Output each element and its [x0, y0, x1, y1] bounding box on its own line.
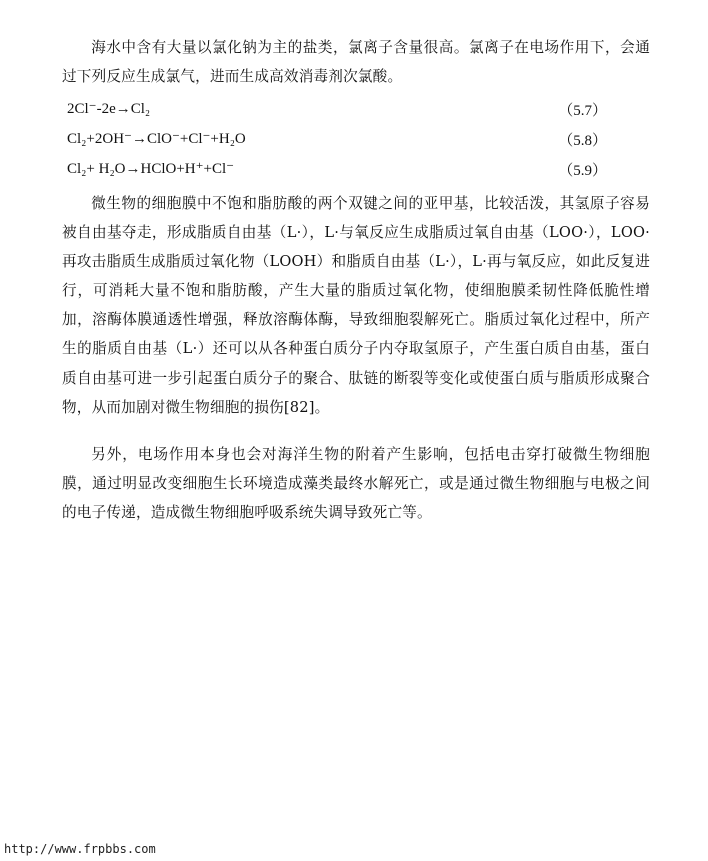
equation-formula: Cl₂+2OH⁻→ClO⁻+Cl⁻+H₂O: [67, 131, 246, 147]
footer-url: http://www.frpbbs.com: [4, 842, 156, 856]
paragraph-seawater-chloride: 海水中含有大量以氯化钠为主的盐类，氯离子含量很高。氯离子在电场作用下，会通过下列反应生成氯气，进而生成高效消毒剂次氯酸。: [62, 39, 650, 86]
equation-row: [67, 129, 607, 155]
equation-number: （5.7）: [558, 103, 607, 119]
paragraph-electric-field-effects: 另外，电场作用本身也会对海洋生物的附着产生影响，包括电击穿打破微生物细胞膜，通过明显改变细胞生长环境造成藻类最终水解死亡，或是通过微生物细胞与电极之间的电子传递，造成微生物细胞呼吸系统失调导致死亡等。: [62, 446, 650, 522]
equation-formula: 2Cl⁻-2e→Cl₂: [67, 101, 151, 117]
equation-row: [67, 99, 607, 125]
equation-number: （5.9）: [558, 163, 607, 179]
paragraph-lipid-peroxidation: 微生物的细胞膜中不饱和脂肪酸的两个双键之间的亚甲基，比较活泼，其氢原子容易被自由基夺走，形成脂质自由基（L·），L·与氧反应生成脂质过氧自由基（LOO·），LOO·再攻击脂质生成脂质过氧化物（LOOH）和脂质自由基（L·），L·再与氧反应，如此反复进行，可消耗大量不饱和脂肪酸，产生大量的脂质过氧化物，使细胞膜柔韧性降低脆性增加，溶酶体膜通透性增强，释放溶酶体酶，导致细胞裂解死亡。脂质过氧化过程中，所产生的脂质自由基（L·）还可以从各种蛋白质分子内夺取氢原子，产生蛋白质自由基，蛋白质自由基可进一步引起蛋白质分子的聚合、肽链的断裂等变化或使蛋白质与脂质形成聚合物，从而加剧对微生物细胞的损伤[82]。: [62, 195, 650, 416]
equation-row: [67, 159, 607, 185]
equation-number: （5.8）: [558, 133, 607, 149]
equation-formula: Cl₂+ H₂O→HClO+H⁺+Cl⁻: [67, 161, 235, 177]
